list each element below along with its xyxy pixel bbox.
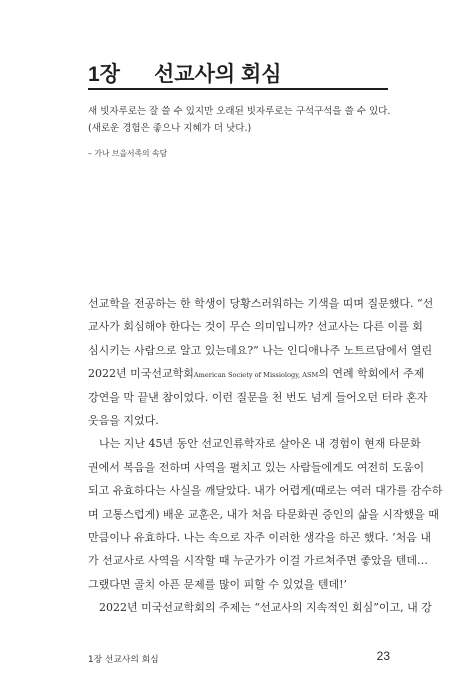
body-line: 가 선교사로 사역을 시작할 때 누군가가 이걸 가르쳐주면 좋았을 텐데… [88, 554, 428, 568]
body-line: 만큼이나 유효하다. 나는 속으로 자주 이러한 생각을 하곤 했다. ‘처음 내 [88, 530, 431, 544]
epigraph-source: – 가나 브을서족의 속담 [88, 149, 168, 158]
epigraph-line-2: (새로운 경험은 좋으나 지혜가 더 낫다.) [88, 123, 252, 134]
running-head: 1장 선교사의 회심 [88, 655, 159, 665]
body-line: 교사가 회심해야 한다는 것이 무슨 의미입니까? 선교사는 다른 이를 회 [88, 320, 423, 334]
chapter-heading [88, 58, 388, 88]
body-line-part: 2022년 미국선교학회 [88, 367, 194, 381]
chapter-title: 선교사의 회심 [154, 63, 282, 86]
body-line: 2022년 미국선교학회의 주제는 “선교사의 지속적인 회심”이고, 내 강 [99, 601, 432, 615]
body-line: 웃음을 지었다. [88, 413, 159, 427]
chapter-number: 1장 [88, 63, 120, 86]
body-text [88, 292, 443, 619]
body-line: 권에서 복음을 전하며 사역을 펼치고 있는 사람들에게도 여전히 도움이 [88, 460, 425, 474]
chapter-rule [88, 88, 388, 90]
english-term-note: American Society of Missiology, ASM [193, 371, 319, 380]
epigraph [88, 103, 408, 137]
body-line: 그랬다면 골치 아픈 문제를 많이 피할 수 있었을 텐데!’ [88, 577, 348, 591]
body-line: 선교학을 전공하는 한 학생이 당황스러워하는 기색을 띠며 질문했다. “선 [88, 297, 434, 310]
body-line: 며 고통스럽게) 배운 교훈은, 내가 처음 타문화권 증인의 삶을 시작했을 때 [88, 507, 439, 521]
body-line-part: 의 연례 학회에서 주제 [318, 367, 425, 381]
epigraph-line-1: 새 빗자루로는 잘 쓸 수 있지만 오래된 빗자루로는 구석구석을 쓸 수 있다. [88, 106, 391, 117]
body-line-with-note [88, 362, 425, 385]
body-line: 나는 지난 45년 동안 선교인류학자로 살아온 내 경험이 현재 타문화 [99, 437, 421, 451]
body-line: 되고 유효하다는 사실을 깨달았다. 내가 어렵게(때로는 여러 대가를 감수하 [88, 484, 443, 498]
page-number: 23 [376, 649, 390, 663]
body-line: 심시키는 사람으로 알고 있는데요?” 나는 인디애나주 노트르담에서 열린 [88, 343, 433, 357]
body-line: 강연을 막 끝낸 참이었다. 이런 질문을 천 번도 넘게 들어오던 터라 혼자 [88, 390, 428, 404]
